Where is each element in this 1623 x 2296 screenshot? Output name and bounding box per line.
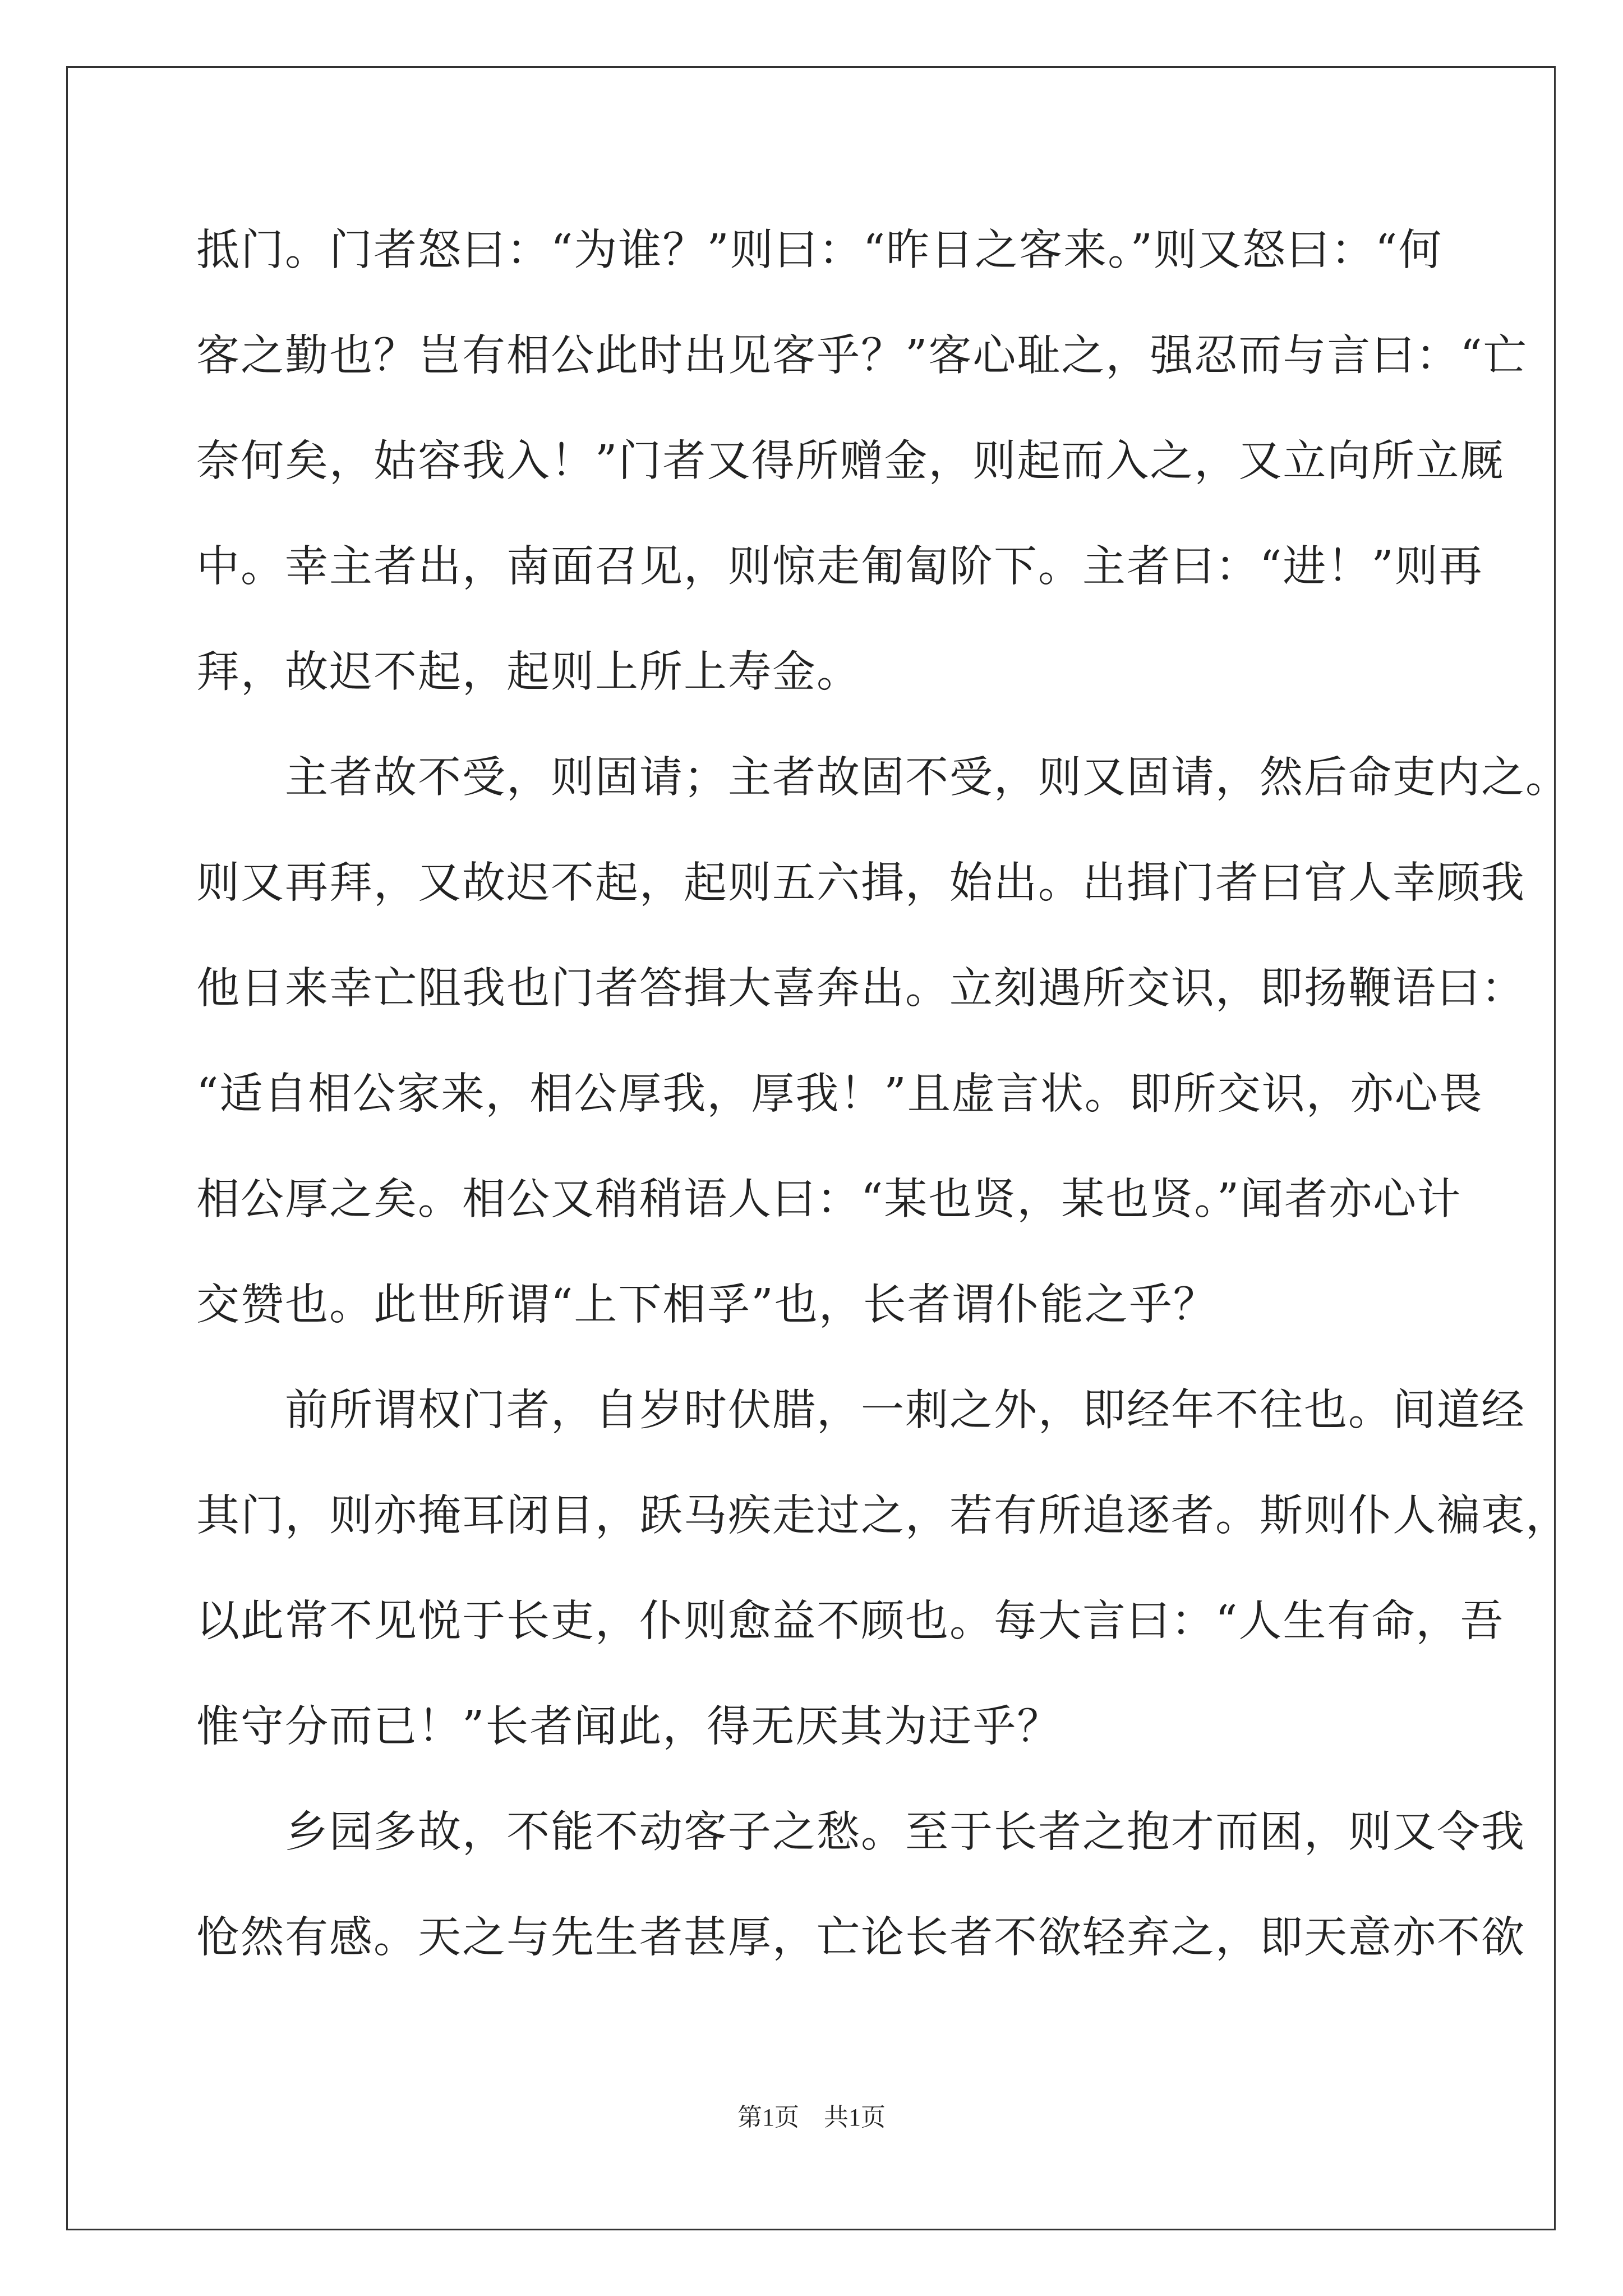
text-line: 怆然有感。天之与先生者甚厚，亡论长者不欲轻弃之，即天意亦不欲	[196, 1913, 1525, 1963]
text-line: 交赞也。此世所谓“上下相孚”也，长者谓仆能之乎？	[196, 1280, 1218, 1330]
text-line: 惟守分而已！”长者闻此，得无厌其为迂乎？	[196, 1702, 1062, 1752]
text-line: 相公厚之矣。相公又稍稍语人曰：“某也贤，某也贤。”闻者亦心计	[196, 1175, 1462, 1225]
text-line: 其门，则亦掩耳闭目，跃马疾走过之，若有所追逐者。斯则仆人褊衷，	[196, 1491, 1570, 1541]
page-number: 第1页 共1页	[737, 2104, 886, 2131]
text-line: 前所谓权门者，自岁时伏腊，一刺之外，即经年不往也。间道经	[196, 1386, 1525, 1435]
text-line: “适自相公家来，相公厚我，厚我！”且虚言状。即所交识，亦心畏	[196, 1069, 1483, 1119]
page-footer	[0, 2097, 1623, 2133]
text-line: 他日来幸亡阻我也门者答揖大喜奔出。立刻遇所交识，即扬鞭语曰：	[196, 964, 1525, 1014]
text-line: 以此常不见悦于长吏，仆则愈益不顾也。每大言曰：“人生有命，吾	[196, 1596, 1505, 1646]
text-line: 主者故不受，则固请；主者故固不受，则又固请，然后命吏内之。	[196, 753, 1570, 803]
text-line: 乡园多故，不能不动客子之愁。至于长者之抱才而困，则又令我	[196, 1807, 1525, 1857]
text-line: 抵门。门者怒曰：“为谁？”则曰：“昨日之客来。”则又怒曰：“何	[196, 226, 1443, 275]
text-line: 则又再拜，又故迟不起，起则五六揖，始出。出揖门者曰官人幸顾我	[196, 858, 1525, 908]
document-body	[196, 209, 1570, 2001]
text-line: 奈何矣，姑容我入！”门者又得所赠金，则起而入之，又立向所立厩	[196, 436, 1505, 486]
text-line: 中。幸主者出，南面召见，则惊走匍匐阶下。主者曰：“进！”则再	[196, 542, 1483, 592]
text-line: 客之勤也？岂有相公此时出见客乎？”客心耻之，强忍而与言曰：“亡	[196, 331, 1528, 381]
text-line: 拜，故迟不起，起则上所上寿金。	[196, 647, 861, 697]
